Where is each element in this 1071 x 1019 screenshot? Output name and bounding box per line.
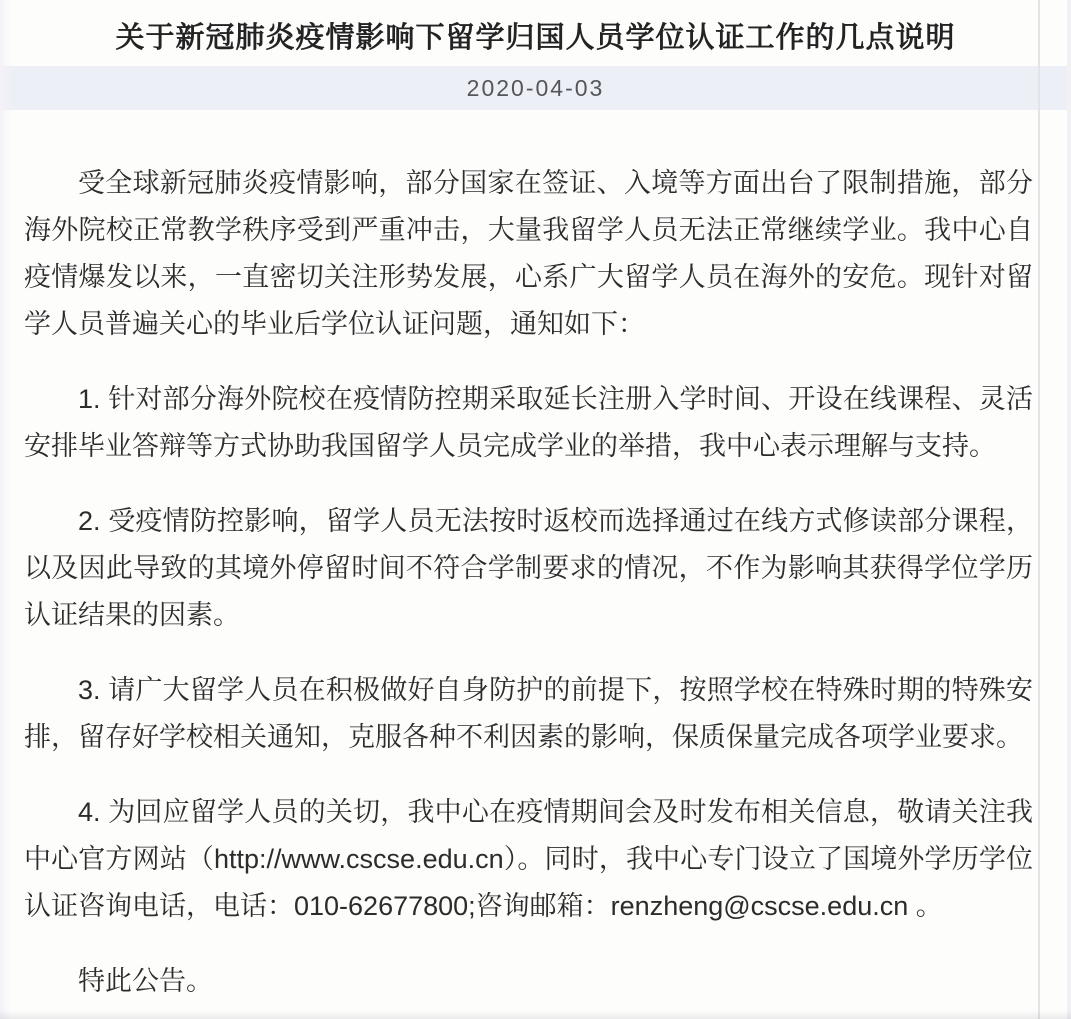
paragraph-intro: 受全球新冠肺炎疫情影响，部分国家在签证、入境等方面出台了限制措施，部分海外院校正常教学秩序受到严重冲击，大量我留学人员无法正常继续学业。我中心自疫情爆发以来，一直密切关注形势发展，心系广大留学人员在海外的安危。现针对留学人员普遍关心的毕业后学位认证问题，通知如下： (24, 168, 1033, 339)
right-edge-shading (1067, 0, 1071, 1019)
publish-date: 2020-04-03 (466, 74, 605, 101)
date-band (0, 66, 1071, 110)
paragraph-closing: 特此公告。 (78, 966, 213, 996)
right-border-line (1038, 0, 1040, 1019)
paragraph-point-4: 4. 为回应留学人员的关切，我中心在疫情期间会及时发布相关信息，敬请关注我中心官方网站（http://www.cscse.edu.cn）。同时，我中心专门设立了国境外学历学位认证咨询电话，电话：010-62677800;咨询邮箱：renzheng@cscse.edu.cn 。 (24, 797, 1033, 921)
paragraph-point-1: 1. 针对部分海外院校在疫情防控期采取延长注册入学时间、开设在线课程、灵活安排毕业答辩等方式协助我国留学人员完成学业的举措，我中心表示理解与支持。 (24, 384, 1033, 461)
left-edge-shading (0, 0, 12, 1019)
page-title: 关于新冠肺炎疫情影响下留学归国人员学位认证工作的几点说明 (115, 22, 956, 54)
article-body (24, 160, 1033, 1005)
paragraph-point-2: 2. 受疫情防控影响，留学人员无法按时返校而选择通过在线方式修读部分课程，以及因此导致的其境外停留时间不符合学制要求的情况，不作为影响其获得学位学历认证结果的因素。 (24, 506, 1033, 630)
paragraph-point-3: 3. 请广大留学人员在积极做好自身防护的前提下，按照学校在特殊时期的特殊安排，留存好学校相关通知，克服各种不利因素的影响，保质保量完成各项学业要求。 (24, 675, 1033, 752)
bottom-edge-shading (0, 1010, 1071, 1019)
